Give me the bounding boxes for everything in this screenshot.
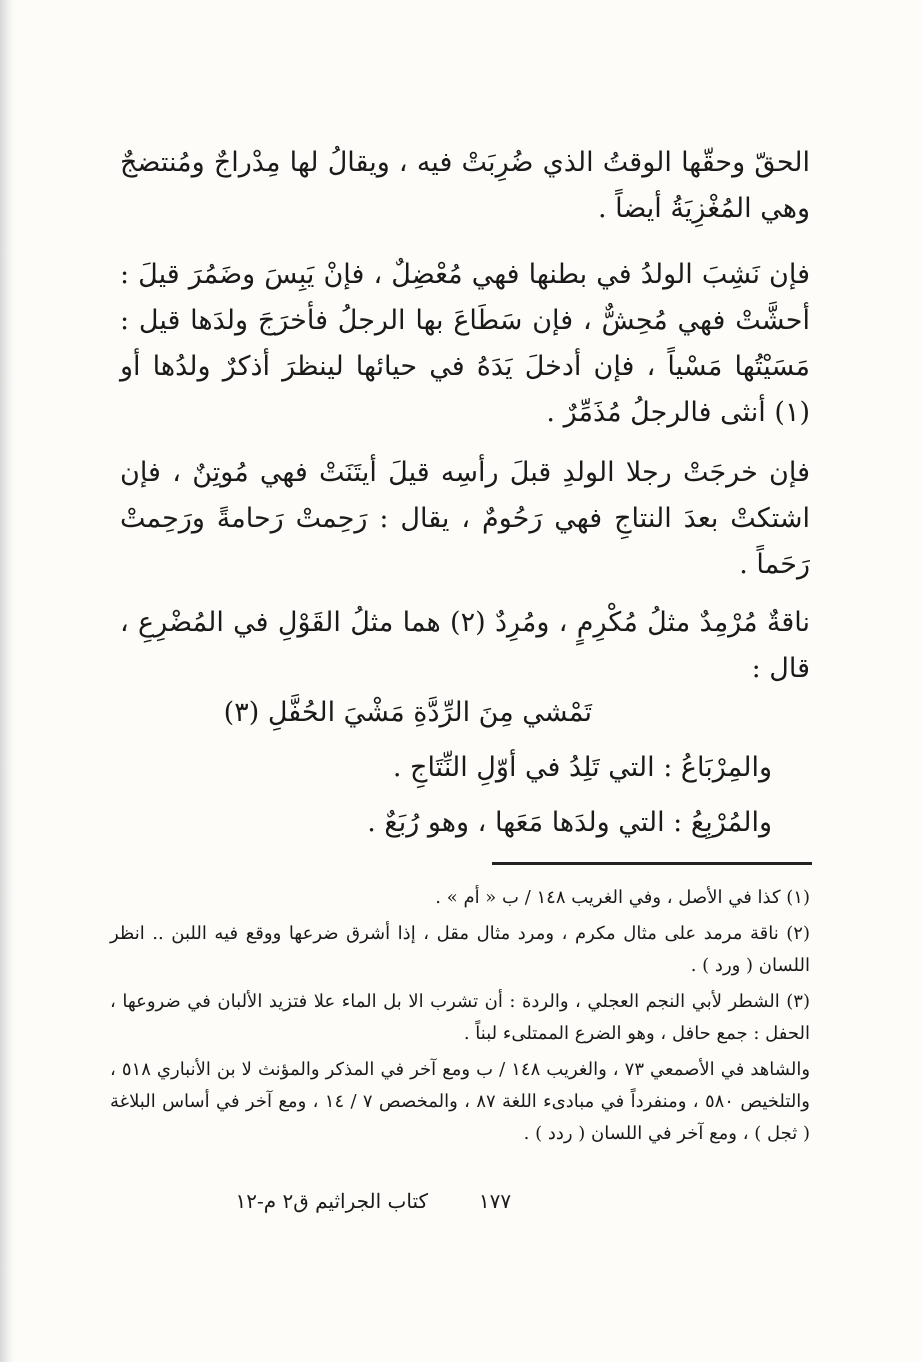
page-edge-shadow bbox=[0, 0, 14, 1362]
definition-murbi: والمُرْبِعُ : التي ولدَها مَعَها ، وهو رُبَعٌ . bbox=[367, 807, 772, 838]
paragraph-2 bbox=[120, 252, 810, 436]
paragraph-3-text: فإن خرجَتْ رجلا الولدِ قبلَ رأسِه قيلَ أيتَنَتْ فهي مُوتِنٌ ، فإن اشتكتْ بعدَ النتاجِ فهي رَحُومٌ ، يقال : رَحِمتْ رَحامةً ورَحِمتْ رَحَماً . bbox=[120, 457, 810, 580]
paragraph-4-text: ناقةٌ مُرْمِدٌ مثلُ مُكْرِمٍ ، ومُرِدٌ (٢) هما مثلُ القَوْلِ في المُضْرِعِ ، قال : bbox=[120, 607, 810, 684]
page-number: ١٧٧ bbox=[478, 1189, 512, 1213]
paragraph-1-text: الحقّ وحقّها الوقتُ الذي ضُرِبَتْ فيه ، ويقالُ لها مِدْراجٌ ومُنتضجٌ وهي المُغْزِيَةُ أيضاً . bbox=[120, 147, 810, 224]
printer-signature: كتاب الجراثيم ق٢ م-١٢ bbox=[235, 1189, 428, 1213]
footnote-1: (١) كذا في الأصل ، وفي الغريب ١٤٨ / ب « أم » . bbox=[435, 887, 810, 908]
footnote-3-continued: والشاهد في الأصمعي ٧٣ ، والغريب ١٤٨ / ب ومع آخر في المذكر والمؤنث لا بن الأنباري ٥١٨ ، والتلخيص ٥٨٠ ، ومنفرداً في مبادىء اللغة ٨٧ ، والمخصص ٧ / ١٤ ، ومع آخر في أساس البلاغة ( ثجل ) ، ومع آخر في اللسان ( ردد ) . bbox=[110, 1059, 811, 1144]
footnote-separator-rule bbox=[492, 862, 812, 865]
footnote-3: (٣) الشطر لأبي النجم العجلي ، والردة : أن تشرب الا بل الماء علا فتزيد الألبان في ضروعها ، الحفل : جمع حافل ، وهو الضرع الممتلىء لبناً . bbox=[110, 991, 810, 1044]
paragraph-2-text: فإن نَشِبَ الولدُ في بطنها فهي مُعْضِلٌ ، فإنْ يَبِسَ وضَمُرَ قيلَ : أحشَّتْ فهي مُحِشٌّ ، فإن سَطَاعَ بها الرجلُ فأخرَجَ ولدَها قيل : مَسَيْتُها مَسْياً ، فإن أدخلَ يَدَهُ في حيائها لينظرَ أذكرٌ ولدُها أو (١) أنثى فالرجلُ مُذَمِّرٌ . bbox=[120, 259, 810, 428]
verse-line: تَمْشي مِنَ الرِّدَّةِ مَشْيَ الحُفَّلِ (٣) bbox=[223, 697, 592, 728]
paragraph-3 bbox=[120, 450, 810, 588]
footnote-2: (٢) ناقة مرمد على مثال مكرم ، ومرد مثال مقل ، إذا أشرق ضرعها ووقع فيه اللبن .. انظر اللسان ( ورد ) . bbox=[110, 923, 810, 976]
paragraph-4 bbox=[120, 600, 810, 692]
definition-mirbaa: والمِرْبَاعُ : التي تَلِدُ في أوّلِ النِّتَاجِ . bbox=[392, 752, 772, 783]
paragraph-1 bbox=[120, 140, 810, 232]
footnotes bbox=[110, 882, 810, 1154]
